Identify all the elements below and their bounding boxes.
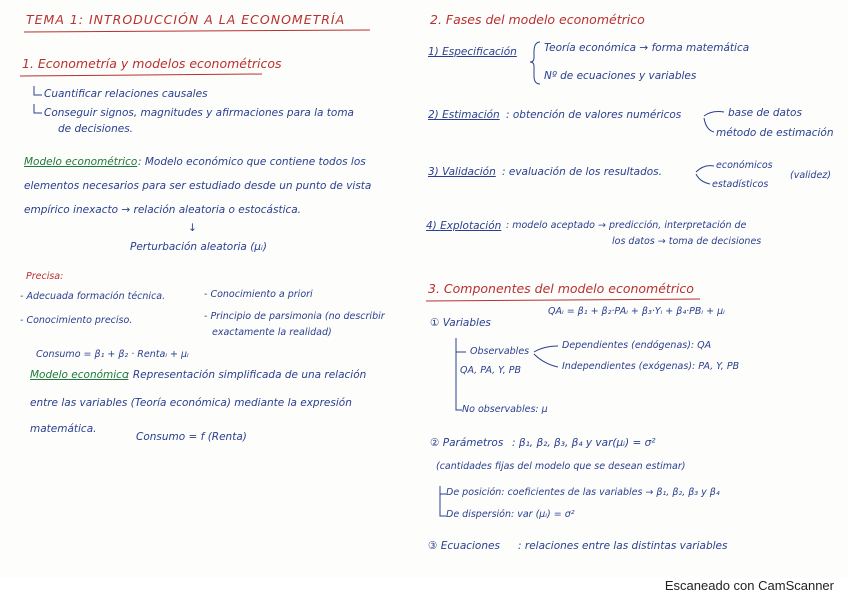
equations-text: : relaciones entre las distintas variables	[518, 540, 728, 552]
component-3-equations: ③ Ecuaciones	[428, 540, 500, 552]
precisa-item-4a: - Principio de parsimonia (no describir	[204, 311, 385, 322]
hook-arrow-icon	[34, 104, 42, 113]
arrow-icon	[534, 354, 558, 367]
phase-2-text: : obtención de valores numéricos	[506, 109, 682, 121]
observables-list: QA, PA, Y, PB	[460, 365, 522, 376]
parameters-list: : β₁, β₂, β₃, β₄ y var(μᵢ) = σ²	[512, 437, 656, 449]
hook-arrow-icon	[34, 86, 42, 95]
arrow-icon	[704, 112, 724, 117]
consumo-equation: Consumo = β₁ + β₂ · Rentaᵢ + μᵢ	[36, 349, 189, 360]
observables-label: Observables	[470, 346, 530, 357]
economic-model-def-3: matemática.	[30, 423, 97, 435]
arrow-down-icon: ↓	[188, 222, 197, 234]
precisa-item-2: - Conocimiento a priori	[204, 289, 313, 300]
phase-3-note: (validez)	[790, 170, 831, 181]
phase-3-text: : evaluación de los resultados.	[502, 166, 662, 178]
phase-4-text-2: los datos → toma de decisiones	[612, 236, 762, 247]
arrow-icon	[696, 166, 714, 172]
precisa-item-4b: exactamente la realidad)	[212, 327, 332, 338]
economic-model-def-2: entre las variables (Teoría económica) mediante la expresión	[30, 397, 352, 409]
s1-bullet-1: Cuantificar relaciones causales	[44, 88, 208, 100]
brace-icon	[530, 42, 540, 84]
econometric-model-def-1: : Modelo económico que contiene todos los	[138, 156, 366, 168]
consumo-function: Consumo = f (Renta)	[136, 431, 247, 443]
section-2-heading: 2. Fases del modelo econométrico	[430, 12, 645, 27]
section-1-heading: 1. Econometría y modelos econométricos	[22, 56, 282, 71]
section-3-heading: 3. Componentes del modelo econométrico	[428, 281, 694, 296]
s1-bullet-2a: Conseguir signos, magnitudes y afirmaciones para la toma	[44, 107, 354, 119]
econometric-model-def-2: elementos necesarios para ser estudiado desde un punto de vista	[24, 180, 372, 192]
phase-1-item-a: Teoría económica → forma matemática	[544, 42, 750, 54]
phase-4-label: 4) Explotación	[426, 220, 502, 232]
economic-model-term: Modelo económico	[30, 369, 129, 381]
phase-3-item-b: estadísticos	[712, 179, 769, 190]
arrow-icon	[534, 346, 558, 352]
phase-2-item-a: base de datos	[728, 107, 802, 119]
hook-arrow-icon	[440, 486, 446, 516]
precisa-label: Precisa:	[26, 271, 64, 282]
component-1-variables: ① Variables	[430, 317, 491, 329]
economic-model-def-1: : Representación simplificada de una relación	[126, 369, 367, 381]
s1-bullet-2b: de decisiones.	[58, 123, 134, 135]
arrow-icon	[704, 118, 714, 132]
perturbation-label: Perturbación aleatoria (μᵢ)	[130, 241, 267, 253]
econometric-model-def-3: empírico inexacto → relación aleatoria o estocástica.	[24, 204, 302, 216]
phase-3-item-a: económicos	[716, 160, 773, 171]
s3-underline	[426, 299, 700, 301]
econometric-model-term: Modelo econométrico	[24, 156, 138, 168]
arrow-icon	[696, 174, 710, 184]
component-2-parameters: ② Parámetros	[430, 437, 504, 449]
phase-2-label: 2) Estimación	[428, 109, 500, 121]
tree-line-icon	[456, 338, 462, 410]
phase-2-item-b: método de estimación	[716, 127, 834, 139]
page-title: TEMA 1: INTRODUCCIÓN A LA ECONOMETRÍA	[26, 12, 346, 27]
scanner-watermark: Escaneado con CamScanner	[664, 578, 834, 593]
non-observables: No observables: μ	[462, 404, 548, 415]
s1-underline	[20, 74, 262, 76]
precisa-item-3: - Conocimiento preciso.	[20, 315, 133, 326]
dependent-variables: Dependientes (endógenas): QA	[562, 340, 712, 351]
phase-1-label: 1) Especificación	[428, 46, 517, 58]
phase-1-item-b: Nº de ecuaciones y variables	[544, 70, 697, 82]
phase-3-label: 3) Validación	[428, 166, 496, 178]
dispersion-parameters: De dispersión: var (μᵢ) = σ²	[446, 509, 575, 520]
precisa-item-1: - Adecuada formación técnica.	[20, 291, 166, 302]
title-underline	[24, 30, 370, 32]
independent-variables: Independientes (exógenas): PA, Y, PB	[562, 361, 740, 372]
qa-equation: QAᵢ = β₁ + β₂·PAᵢ + β₃·Yᵢ + β₄·PBᵢ + μᵢ	[548, 306, 725, 317]
phase-4-text: : modelo aceptado → predicción, interpretación de	[506, 220, 747, 231]
position-parameters: De posición: coeficientes de las variables → β₁, β₂, β₃ y β₄	[446, 487, 720, 498]
parameters-note: (cantidades fijas del modelo que se desean estimar)	[436, 461, 686, 472]
